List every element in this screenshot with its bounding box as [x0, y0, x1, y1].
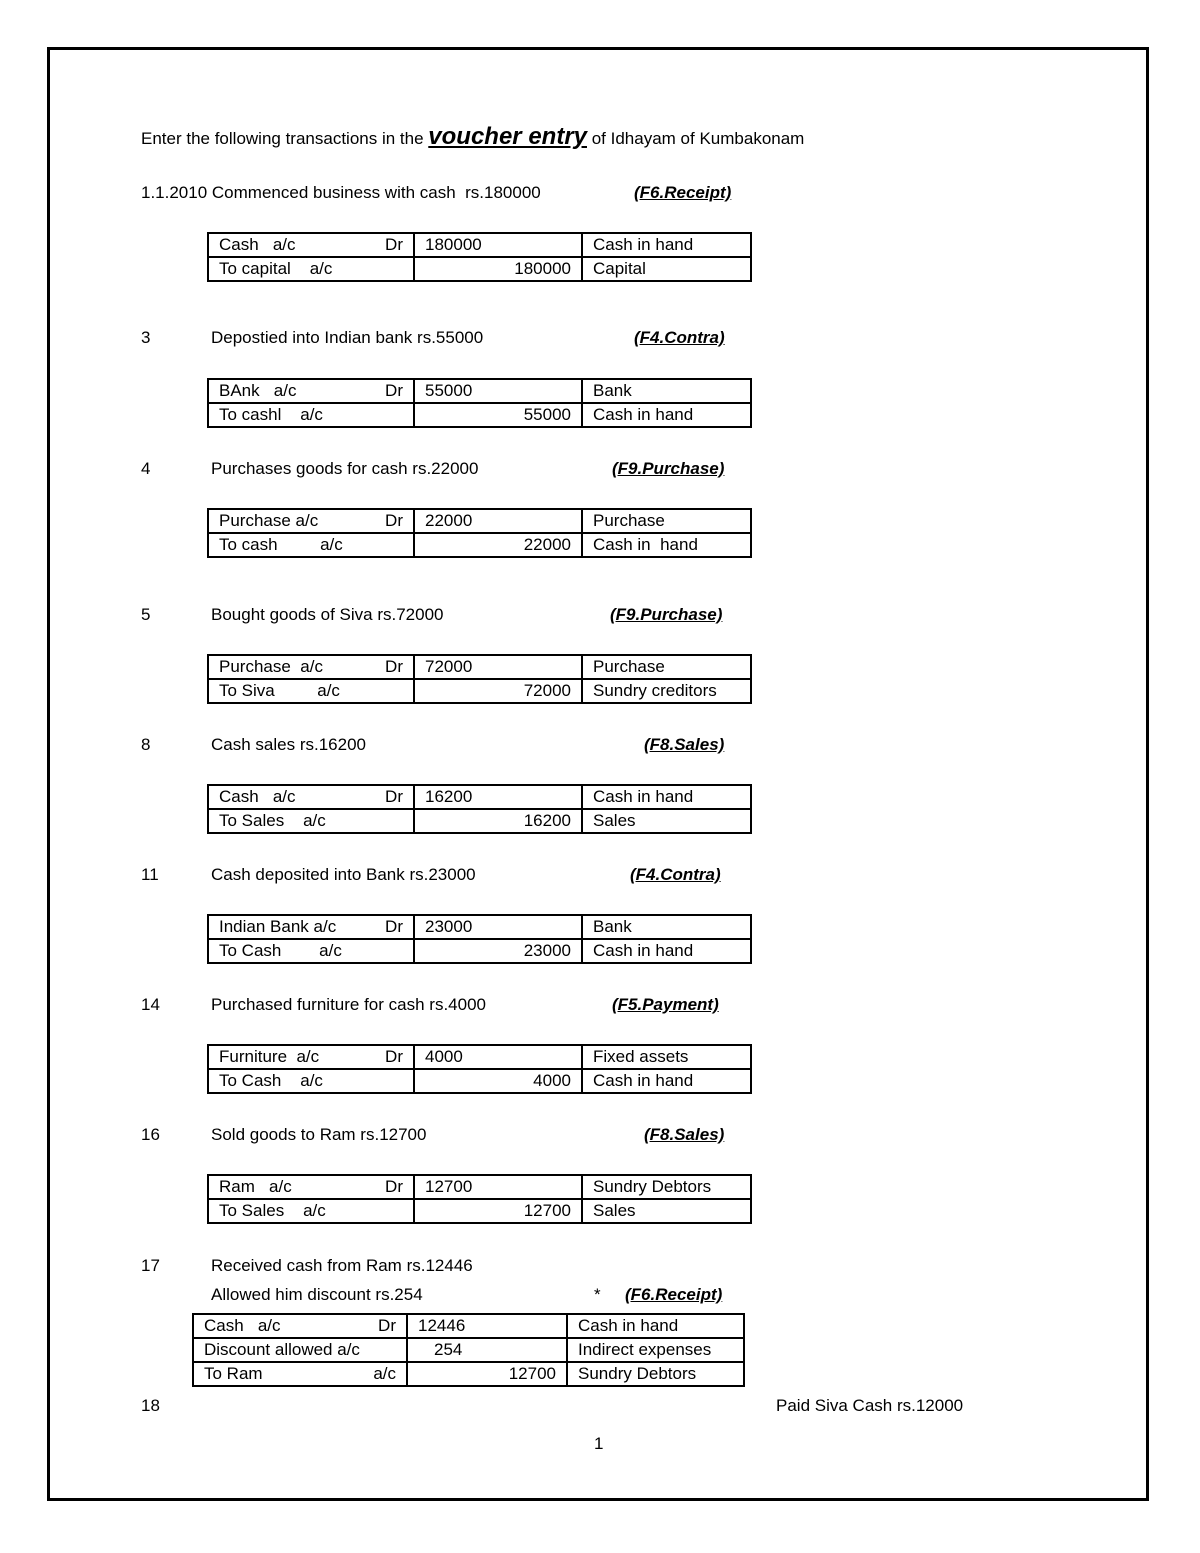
account-name: To cash a/c — [208, 533, 414, 557]
txn-6-table — [207, 914, 752, 964]
debit-amount: 22000 — [414, 509, 582, 533]
account-name: Purchase a/c — [219, 511, 319, 530]
account-suffix: a/c — [373, 1364, 396, 1383]
debit-amount: 4000 — [414, 1045, 582, 1069]
debit-amount: 55000 — [414, 379, 582, 403]
ledger-group: Cash in hand — [582, 403, 751, 427]
txn-2-description: Depostied into Indian bank rs.55000 — [211, 328, 484, 347]
account-name: To Cash a/c — [208, 939, 414, 963]
account-name: To Ram — [204, 1364, 263, 1383]
txn-1-description: 1.1.2010 Commenced business with cash rs.180000 — [141, 183, 541, 202]
ledger-group: Purchase — [582, 509, 751, 533]
account-name: Furniture a/c — [219, 1047, 320, 1066]
table-row — [208, 1199, 751, 1223]
ledger-group: Cash in hand — [582, 1069, 751, 1093]
dr-marker: Dr — [385, 511, 403, 530]
credit-amount: 12700 — [407, 1362, 567, 1386]
table-row — [208, 1175, 751, 1199]
dr-marker: Dr — [385, 657, 403, 676]
txn-3-date: 4 — [141, 459, 151, 478]
ledger-group: Cash in hand — [582, 233, 751, 257]
credit-amount: 72000 — [414, 679, 582, 703]
credit-amount: 12700 — [414, 1199, 582, 1223]
dr-marker: Dr — [378, 1316, 396, 1335]
table-row — [208, 1069, 751, 1093]
dr-marker: Dr — [385, 381, 403, 400]
heading-emphasis: voucher entry — [428, 123, 587, 150]
txn-9-star-marker: * — [594, 1285, 601, 1304]
debit-amount: 12446 — [407, 1314, 567, 1338]
ledger-group: Sundry creditors — [582, 679, 751, 703]
ledger-group: Cash in hand — [582, 939, 751, 963]
table-row — [208, 233, 751, 257]
txn-9-description: Received cash from Ram rs.12446 — [211, 1256, 473, 1275]
debit-amount: 254 — [407, 1338, 567, 1362]
ledger-group: Bank — [582, 915, 751, 939]
table-row — [193, 1314, 744, 1338]
dr-marker: Dr — [385, 1047, 403, 1066]
table-row — [208, 403, 751, 427]
account-name: To Siva a/c — [208, 679, 414, 703]
txn-6-date: 11 — [141, 865, 159, 884]
account-name: Cash a/c — [219, 235, 296, 254]
txn-2-table — [207, 378, 752, 428]
debit-amount: 72000 — [414, 655, 582, 679]
credit-amount: 22000 — [414, 533, 582, 557]
table-row — [208, 655, 751, 679]
ledger-group: Cash in hand — [582, 785, 751, 809]
ledger-group: Sales — [582, 809, 751, 833]
table-row — [208, 1045, 751, 1069]
table-row — [208, 785, 751, 809]
txn-8-date: 16 — [141, 1125, 160, 1144]
txn-7-date: 14 — [141, 995, 160, 1014]
txn-8-voucher-type: (F8.Sales) — [644, 1125, 725, 1144]
txn-9-voucher-type: (F6.Receipt) — [625, 1285, 723, 1304]
txn-5-table — [207, 784, 752, 834]
txn-3-voucher-type: (F9.Purchase) — [612, 459, 725, 478]
debit-amount: 180000 — [414, 233, 582, 257]
table-row — [208, 379, 751, 403]
credit-amount: 55000 — [414, 403, 582, 427]
debit-amount: 23000 — [414, 915, 582, 939]
account-name: Cash a/c — [219, 787, 296, 806]
txn-6-voucher-type: (F4.Contra) — [630, 865, 721, 884]
txn-5-date: 8 — [141, 735, 151, 754]
txn-5-description: Cash sales rs.16200 — [211, 735, 366, 754]
table-row — [208, 509, 751, 533]
ledger-group: Capital — [582, 257, 751, 281]
account-name: Ram a/c — [219, 1177, 292, 1196]
ledger-group: Cash in hand — [582, 533, 751, 557]
txn-7-voucher-type: (F5.Payment) — [612, 995, 719, 1014]
txn-1-voucher-type: (F6.Receipt) — [634, 183, 732, 202]
table-row — [208, 939, 751, 963]
table-row — [208, 257, 751, 281]
dr-marker: Dr — [385, 917, 403, 936]
account-name: Purchase a/c — [219, 657, 323, 676]
ledger-group: Indirect expenses — [567, 1338, 744, 1362]
txn-9-description-line-2: Allowed him discount rs.254 — [211, 1285, 423, 1304]
txn-2-voucher-type: (F4.Contra) — [634, 328, 725, 347]
table-row — [193, 1338, 744, 1362]
ledger-group: Bank — [582, 379, 751, 403]
account-name: Discount allowed a/c — [193, 1338, 407, 1362]
txn-10-date: 18 — [141, 1396, 160, 1415]
txn-2-date: 3 — [141, 328, 151, 347]
txn-3-description: Purchases goods for cash rs.22000 — [211, 459, 479, 478]
table-row — [208, 533, 751, 557]
page-heading: Enter the following transactions in the voucher entry of Idhayam of Kumbakonam — [141, 123, 805, 150]
dr-marker: Dr — [385, 235, 403, 254]
txn-5-voucher-type: (F8.Sales) — [644, 735, 725, 754]
credit-amount: 16200 — [414, 809, 582, 833]
credit-amount: 180000 — [414, 257, 582, 281]
credit-amount: 4000 — [414, 1069, 582, 1093]
account-name: To capital a/c — [208, 257, 414, 281]
page-number: 1 — [594, 1434, 604, 1453]
ledger-group: Purchase — [582, 655, 751, 679]
dr-marker: Dr — [385, 787, 403, 806]
txn-9-date: 17 — [141, 1256, 160, 1275]
txn-7-table — [207, 1044, 752, 1094]
txn-4-voucher-type: (F9.Purchase) — [610, 605, 723, 624]
account-name: To Sales a/c — [208, 809, 414, 833]
table-row — [193, 1362, 744, 1386]
dr-marker: Dr — [385, 1177, 403, 1196]
debit-amount: 12700 — [414, 1175, 582, 1199]
table-row — [208, 809, 751, 833]
txn-3-table — [207, 508, 752, 558]
account-name: To cashl a/c — [208, 403, 414, 427]
ledger-group: Sales — [582, 1199, 751, 1223]
account-name: To Sales a/c — [208, 1199, 414, 1223]
txn-1-table — [207, 232, 752, 282]
table-row — [208, 915, 751, 939]
txn-6-description: Cash deposited into Bank rs.23000 — [211, 865, 476, 884]
ledger-group: Fixed assets — [582, 1045, 751, 1069]
txn-8-table — [207, 1174, 752, 1224]
txn-4-description: Bought goods of Siva rs.72000 — [211, 605, 444, 624]
ledger-group: Sundry Debtors — [567, 1362, 744, 1386]
ledger-group: Sundry Debtors — [582, 1175, 751, 1199]
txn-4-date: 5 — [141, 605, 151, 624]
account-name: BAnk a/c — [219, 381, 297, 400]
txn-7-description: Purchased furniture for cash rs.4000 — [211, 995, 486, 1014]
credit-amount: 23000 — [414, 939, 582, 963]
txn-9-table — [192, 1313, 745, 1387]
txn-4-table — [207, 654, 752, 704]
debit-amount: 16200 — [414, 785, 582, 809]
txn-10-description: Paid Siva Cash rs.12000 — [776, 1396, 964, 1415]
account-name: To Cash a/c — [208, 1069, 414, 1093]
account-name: Cash a/c — [204, 1316, 281, 1335]
table-row — [208, 679, 751, 703]
ledger-group: Cash in hand — [567, 1314, 744, 1338]
account-name: Indian Bank a/c — [219, 917, 337, 936]
txn-8-description: Sold goods to Ram rs.12700 — [211, 1125, 427, 1144]
